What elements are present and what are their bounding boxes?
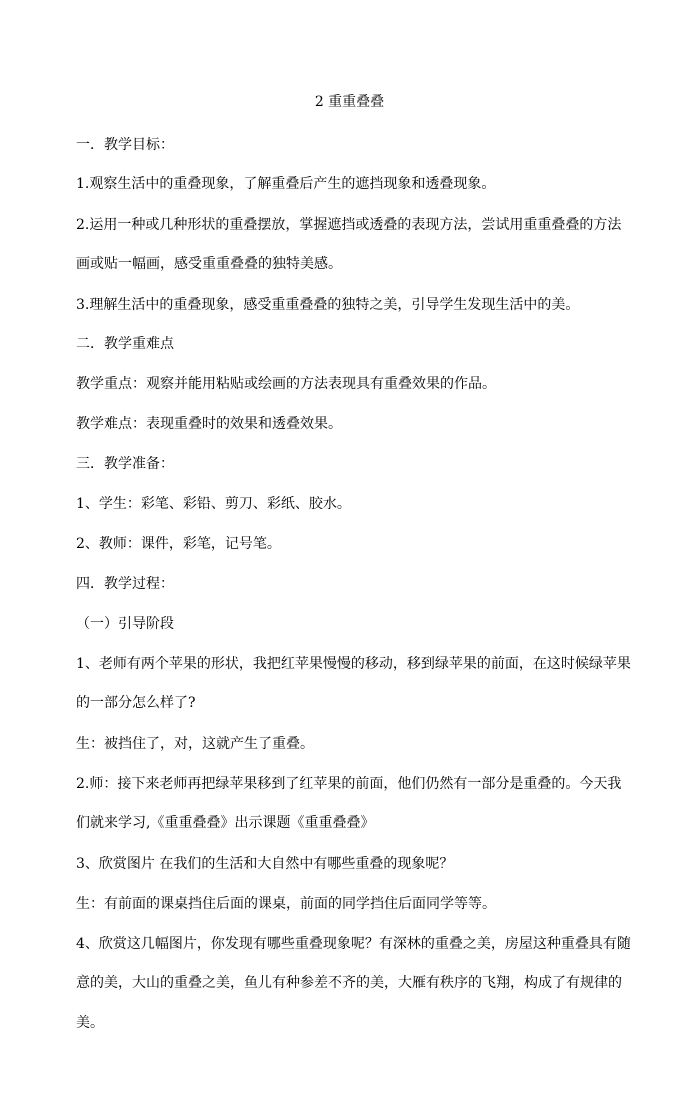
step-3: 3、欣赏图片 在我们的生活和大自然中有哪些重叠的现象呢？ (76, 856, 454, 872)
teaching-difficult-point: 教学难点：表现重叠时的效果和透叠效果。 (76, 416, 342, 432)
objective-3: 3.理解生活中的重叠现象，感受重重叠叠的独特之美，引导学生发现生活中的美。 (76, 297, 580, 313)
step-1-line-1: 1、老师有两个苹果的形状，我把红苹果慢慢的移动，移到绿苹果的前面，在这时候绿苹果 (76, 656, 631, 672)
objective-1: 1.观察生活中的重叠现象，了解重叠后产生的遮挡现象和透叠现象。 (76, 176, 496, 192)
teaching-key-point: 教学重点：观察并能用粘贴或绘画的方法表现具有重叠效果的作品。 (76, 376, 496, 392)
step-4-line-2: 意的美，大山的重叠之美，鱼儿有种参差不齐的美，大雁有秩序的飞翔，构成了有规律的 (76, 975, 622, 991)
step-4-line-3: 美。 (76, 1015, 104, 1031)
preparation-student: 1、学生：彩笔、彩铅、剪刀、彩纸、胶水。 (76, 496, 351, 512)
step-2-line-1: 2.师：接下来老师再把绿苹果移到了红苹果的前面，他们仍然有一部分是重叠的。今天我 (76, 776, 622, 792)
section-heading-key-points: 二．教学重难点 (76, 336, 174, 352)
page-title: 2 重重叠叠 (314, 94, 385, 110)
objective-2-line-1: 2.运用一种或几种形状的重叠摆放，掌握遮挡或透叠的表现方法，尝试用重重叠叠的方法 (76, 217, 622, 233)
stage-heading-guidance: （一）引导阶段 (76, 616, 174, 632)
step-4-line-1: 4、欣赏这几幅图片，你发现有哪些重叠现象呢？有深林的重叠之美，房屋这种重叠具有随 (76, 936, 631, 952)
section-heading-preparation: 三．教学准备： (76, 456, 174, 472)
step-2-line-2: 们就来学习,《重重叠叠》出示课题《重重叠叠》 (76, 815, 375, 831)
section-heading-process: 四．教学过程： (76, 576, 174, 592)
section-heading-objectives: 一．教学目标： (76, 137, 174, 153)
student-answer-1: 生：被挡住了，对，这就产生了重叠。 (76, 736, 314, 752)
preparation-teacher: 2、教师：课件，彩笔，记号笔。 (76, 536, 281, 552)
objective-2-line-2: 画或贴一幅画，感受重重叠叠的独特美感。 (76, 256, 342, 272)
student-answer-2: 生：有前面的课桌挡住后面的课桌，前面的同学挡住后面同学等等。 (76, 896, 496, 912)
step-1-line-2: 的一部分怎么样了? (76, 695, 196, 711)
